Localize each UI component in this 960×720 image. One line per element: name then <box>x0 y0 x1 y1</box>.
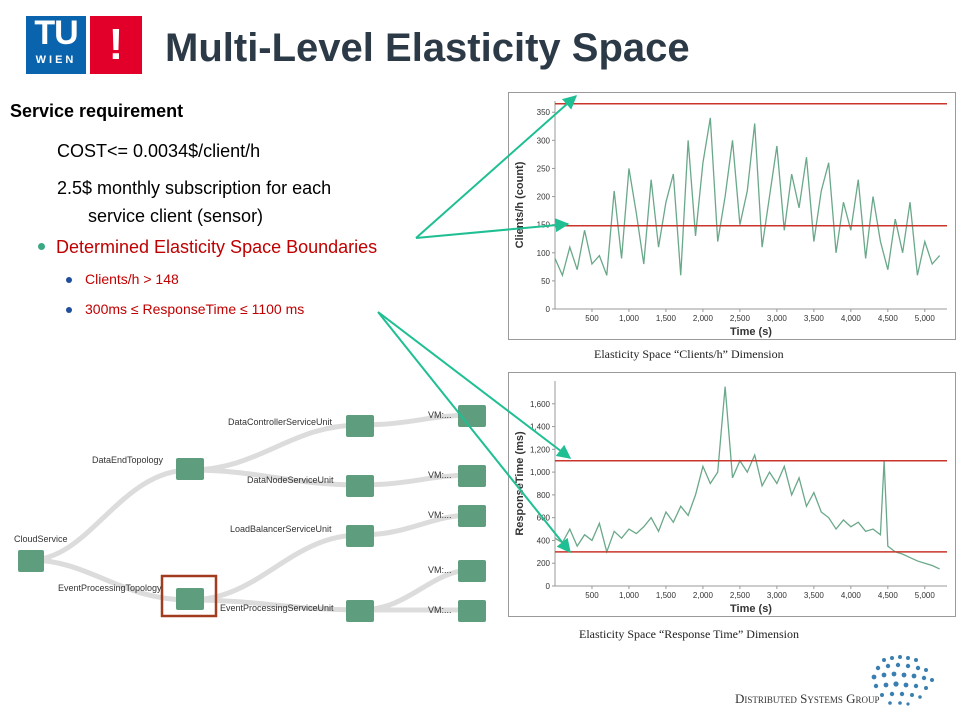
y-tick-label: 0 <box>545 305 550 314</box>
vm-node-icon[interactable] <box>458 560 486 582</box>
tree-label-vm: VM:... <box>428 410 452 420</box>
series-line <box>555 118 940 275</box>
service-node-icon[interactable] <box>18 550 44 572</box>
tree-label-datacontroller: DataControllerServiceUnit <box>228 417 333 427</box>
requirement-subscription-cont: service client (sensor) <box>88 206 264 226</box>
bullet-dot <box>38 243 45 250</box>
x-axis-label: Time (s) <box>730 603 772 615</box>
tree-label-loadbalancer: LoadBalancerServiceUnit <box>230 524 332 534</box>
tree-label-vm: VM:... <box>428 470 452 480</box>
unit-node-icon[interactable] <box>346 600 374 622</box>
y-tick-label: 1,200 <box>529 445 550 455</box>
chart-response-box <box>508 372 956 617</box>
x-tick-label: 500 <box>585 591 599 600</box>
tree-label-vm: VM:... <box>428 510 452 520</box>
logo-wien-text: WIEN <box>35 54 77 66</box>
y-tick-label: 200 <box>536 559 550 569</box>
requirement-cost: COST<= 0.0034$/client/h <box>57 141 261 161</box>
x-tick-label: 1,500 <box>655 314 676 323</box>
y-tick-label: 800 <box>536 490 550 500</box>
chart-response-time <box>509 373 955 616</box>
y-tick-label: 300 <box>536 136 550 146</box>
x-tick-label: 2,500 <box>729 591 750 600</box>
x-tick-label: 1,000 <box>618 591 639 600</box>
tree-link <box>360 475 472 485</box>
tree-label-vm: VM:... <box>428 565 452 575</box>
chart-clients-caption: Elasticity Space “Clients/h” Dimension <box>594 347 784 361</box>
y-tick-label: 150 <box>536 220 550 230</box>
topology-tree <box>0 385 510 645</box>
bullet-elasticity-boundaries: Determined Elasticity Space Boundaries <box>56 237 378 257</box>
tree-label-dataend: DataEndTopology <box>92 455 164 465</box>
y-tick-label: 1,400 <box>529 422 550 432</box>
x-tick-label: 5,000 <box>914 591 935 600</box>
x-tick-label: 4,000 <box>840 314 861 323</box>
x-tick-label: 5,000 <box>914 314 935 323</box>
x-tick-label: 4,500 <box>877 314 898 323</box>
tree-link <box>190 425 360 470</box>
tree-link <box>30 470 190 560</box>
y-tick-label: 200 <box>536 192 550 202</box>
unit-node-icon[interactable] <box>346 475 374 497</box>
y-axis-label: ResponseTime (ms) <box>514 431 526 536</box>
y-tick-label: 1,600 <box>529 399 550 409</box>
chart-clients-per-hour <box>509 93 955 339</box>
y-axis-label: Clients/h (count) <box>514 161 526 249</box>
section-heading: Service requirement <box>10 101 184 121</box>
dsg-logo-text: Distributed Systems Group <box>735 691 880 706</box>
y-tick-label: 1,000 <box>529 468 550 478</box>
y-tick-label: 400 <box>536 536 550 546</box>
tree-label-eventprocessing-unit: EventProcessingServiceUnit <box>220 603 334 613</box>
y-tick-label: 350 <box>536 108 550 118</box>
sub-bullet-clients: Clients/h > 148 <box>85 271 179 287</box>
tree-link <box>360 415 472 425</box>
x-tick-label: 3,500 <box>803 314 824 323</box>
vm-node-icon[interactable] <box>458 465 486 487</box>
unit-node-icon[interactable] <box>346 415 374 437</box>
vm-node-icon[interactable] <box>458 505 486 527</box>
tree-label-datanode: DataNodeServiceUnit <box>247 475 334 485</box>
y-tick-label: 50 <box>541 276 550 286</box>
x-axis-label: Time (s) <box>730 326 772 338</box>
x-tick-label: 2,500 <box>729 314 750 323</box>
x-tick-label: 2,000 <box>692 591 713 600</box>
sub-bullet-dot <box>66 277 72 283</box>
vm-node-icon[interactable] <box>458 405 486 427</box>
unit-node-icon[interactable] <box>346 525 374 547</box>
chart-clients-box <box>508 92 956 340</box>
page-title: Multi-Level Elasticity Space <box>165 26 690 70</box>
x-tick-label: 4,500 <box>877 591 898 600</box>
logo-exclamation: ! <box>90 16 142 74</box>
chart-response-caption: Elasticity Space “Response Time” Dimension <box>579 627 799 641</box>
sub-bullet-dot <box>66 307 72 313</box>
y-tick-label: 600 <box>536 513 550 523</box>
x-tick-label: 3,000 <box>766 591 787 600</box>
series-line <box>555 387 940 569</box>
y-tick-label: 250 <box>536 164 550 174</box>
y-tick-label: 0 <box>545 582 550 591</box>
sub-bullet-responsetime: 300ms ≤ ResponseTime ≤ 1100 ms <box>85 301 305 317</box>
x-tick-label: 1,500 <box>655 591 676 600</box>
y-tick-label: 100 <box>536 248 550 258</box>
x-tick-label: 3,500 <box>803 591 824 600</box>
requirement-subscription: 2.5$ monthly subscription for each <box>57 178 332 198</box>
tree-label-root: CloudService <box>14 534 68 544</box>
tree-link <box>30 560 190 600</box>
x-tick-label: 500 <box>585 314 599 323</box>
topology-node-icon[interactable] <box>176 588 204 610</box>
tree-link <box>360 570 472 610</box>
tree-label-eventprocessing: EventProcessingTopology <box>58 583 162 593</box>
tree-link <box>360 515 472 535</box>
vm-node-icon[interactable] <box>458 600 486 622</box>
x-tick-label: 1,000 <box>618 314 639 323</box>
x-tick-label: 2,000 <box>692 314 713 323</box>
logo-tu-text: TU <box>34 14 78 52</box>
x-tick-label: 3,000 <box>766 314 787 323</box>
tree-label-vm: VM:... <box>428 605 452 615</box>
topology-node-icon[interactable] <box>176 458 204 480</box>
x-tick-label: 4,000 <box>840 591 861 600</box>
